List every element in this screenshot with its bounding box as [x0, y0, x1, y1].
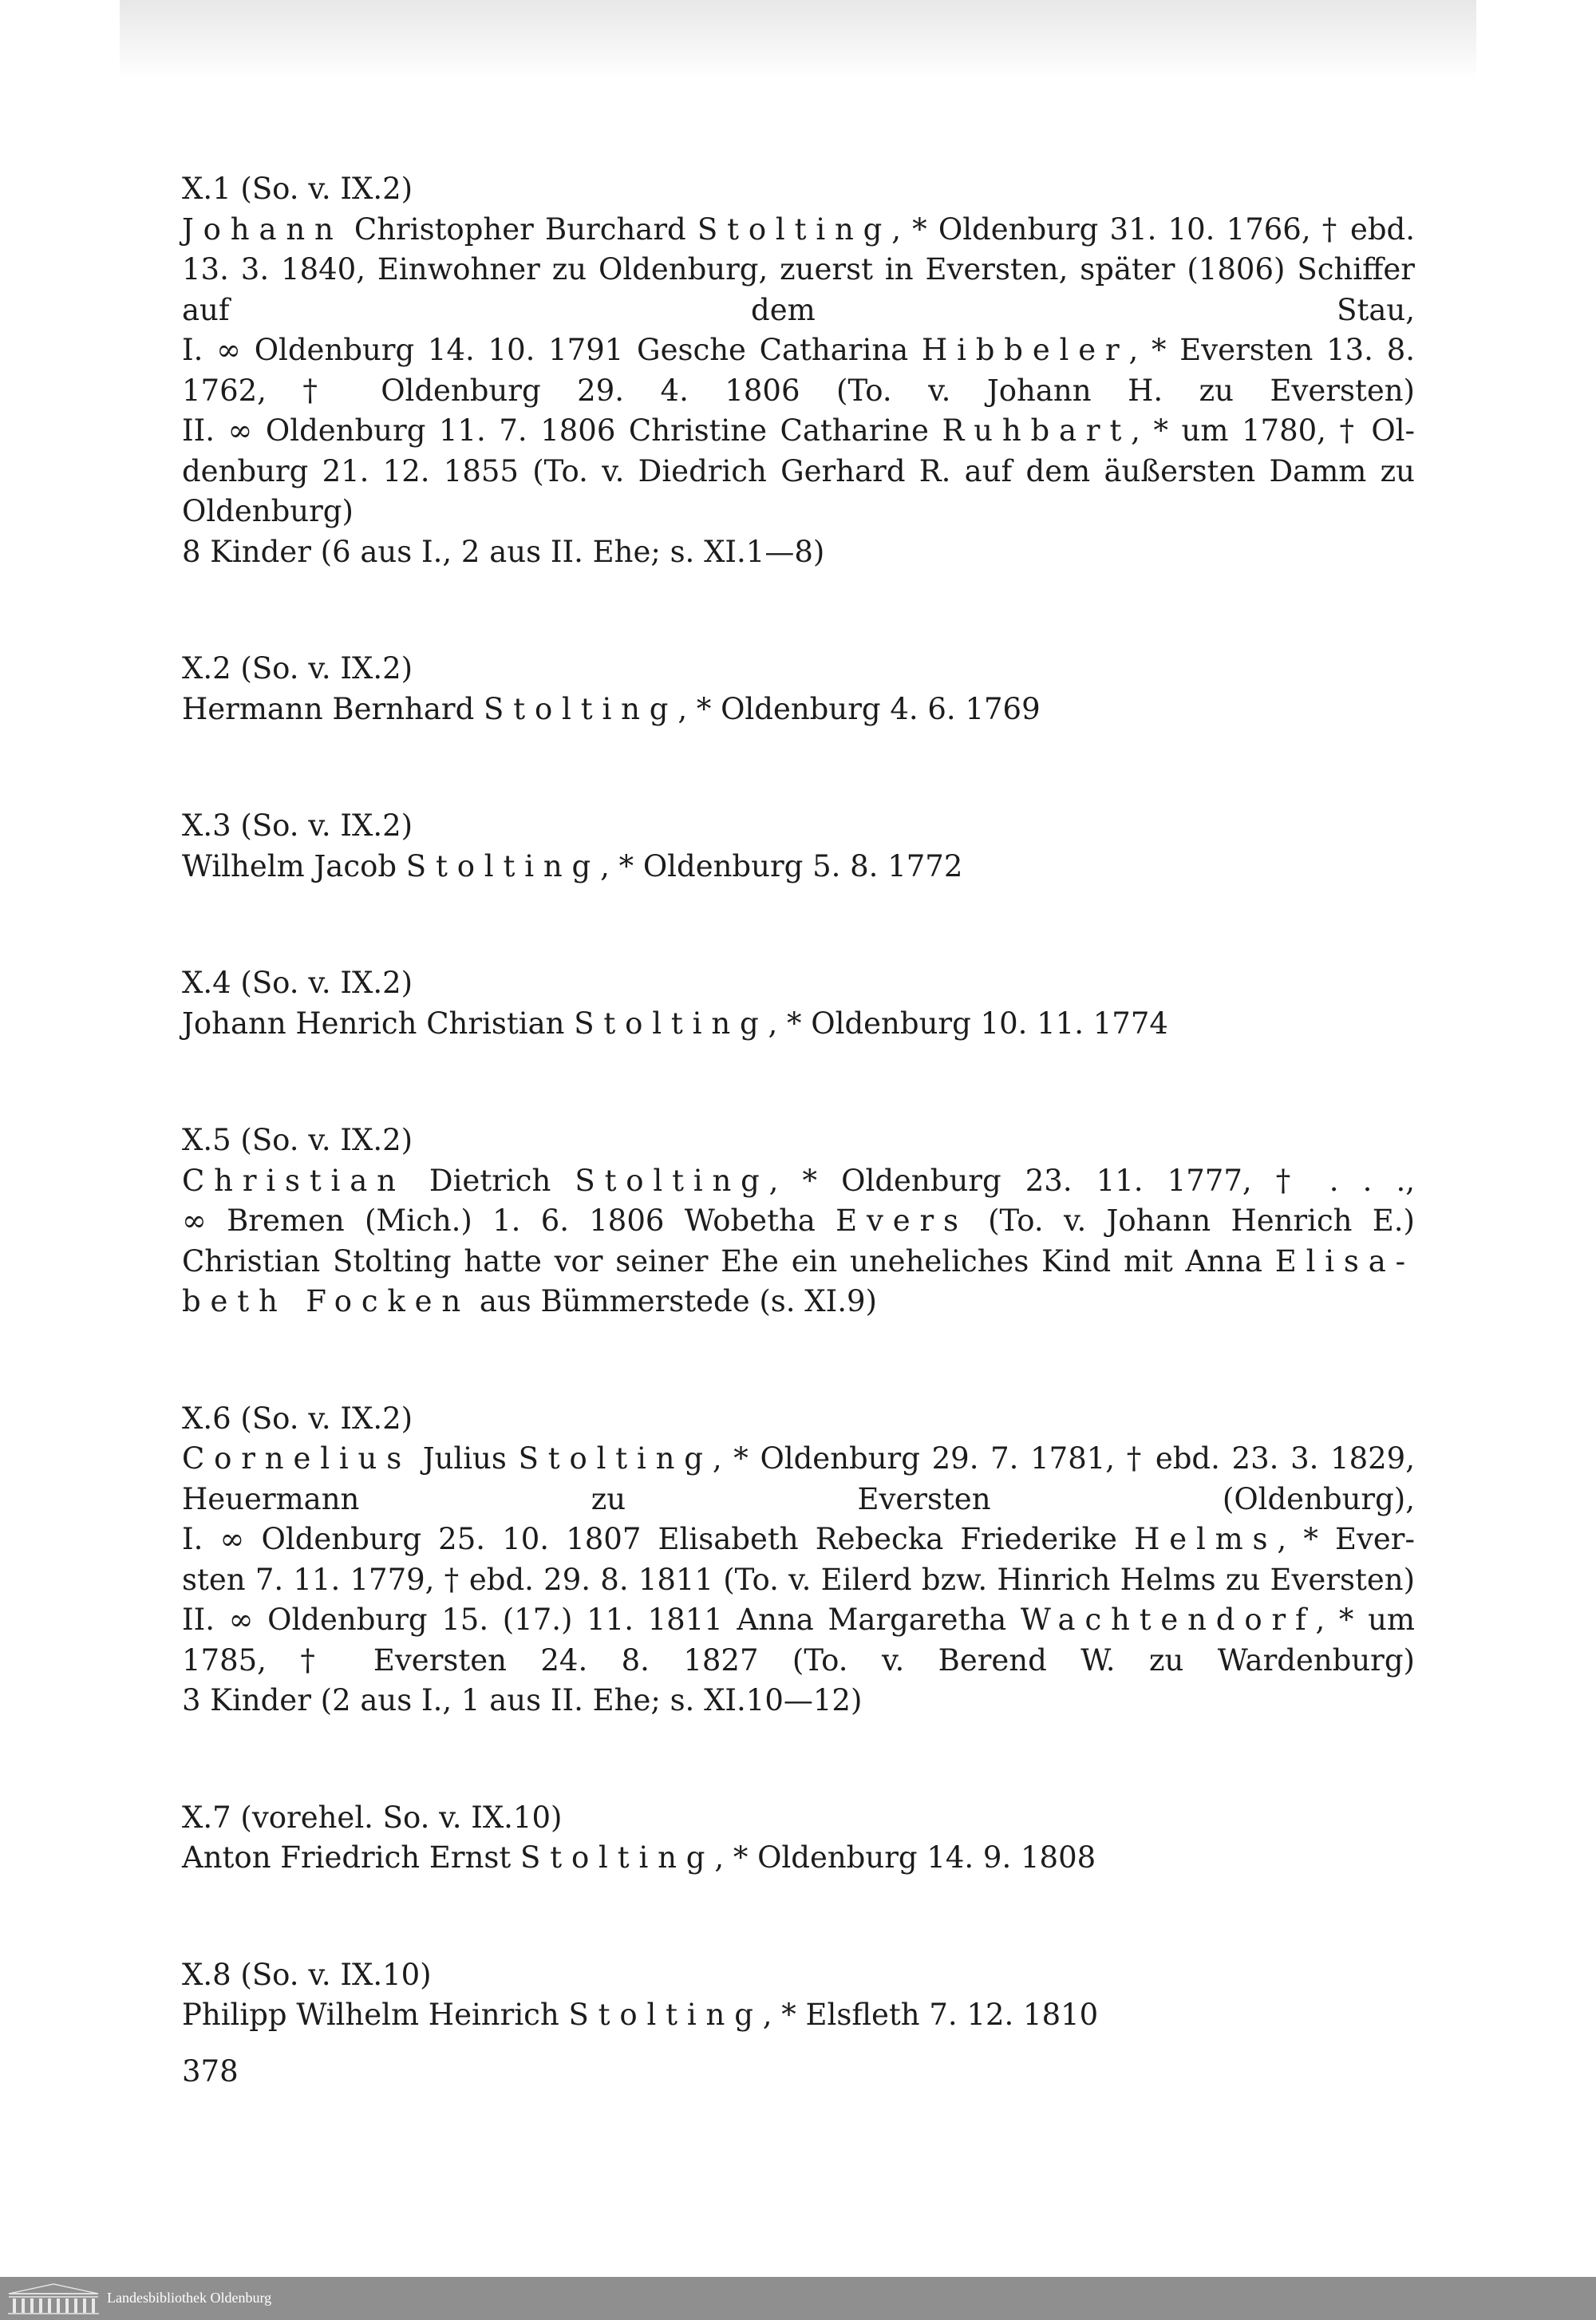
entry-line: [182, 492, 1415, 532]
spaced-name: Wachtendorf: [1020, 1603, 1316, 1637]
entry-line: [182, 250, 1415, 290]
entry-heading: X.5 (So. v. IX.2): [182, 1123, 413, 1157]
text-run: Philipp Wilhelm Heinrich: [182, 1998, 569, 2032]
genealogy-entries: [182, 169, 1415, 2113]
entry-line: [182, 411, 1415, 452]
genealogy-entry: [182, 963, 1415, 1044]
entry-heading: X.2 (So. v. IX.2): [182, 651, 413, 686]
text-run: , * Eversten 13. 8.: [1128, 333, 1416, 367]
entry-line: [182, 1161, 1415, 1202]
entry-heading: X.6 (So. v. IX.2): [182, 1401, 413, 1436]
text-run: 3 Kinder (2 aus I., 1 aus II. Ehe; s. XI.10—12): [182, 1683, 863, 1717]
entry-line: [182, 371, 1415, 412]
text-run: Johann Henrich Christian: [182, 1006, 575, 1041]
genealogy-entry: [182, 806, 1415, 887]
entry-line: [182, 532, 1415, 573]
text-run: I. ∞ Oldenburg 14. 10. 1791 Gesche Catharina: [182, 333, 922, 367]
text-run: , * Oldenburg 29. 7. 1781, † ebd. 23. 3. 1829,: [712, 1441, 1415, 1476]
text-run: Julius: [411, 1441, 519, 1476]
text-run: Oldenburg): [182, 494, 354, 528]
text-run: 8 Kinder (6 aus I., 2 aus II. Ehe; s. XI.1—8): [182, 534, 825, 569]
text-run: II. ∞ Oldenburg 15. (17.) 11. 1811 Anna Margaretha: [182, 1603, 1021, 1637]
text-run: , * Elsfleth 7. 12. 1810: [762, 1998, 1099, 2032]
entry-line: [182, 330, 1415, 371]
text-run: , * Oldenburg 31. 10. 1766, † ebd.: [891, 211, 1415, 247]
page-number: 378: [182, 2054, 239, 2089]
entry-line: [182, 1838, 1415, 1879]
text-run: Hermann Bernhard: [182, 691, 484, 726]
text-run: ∞ Bremen (Mich.) 1. 6. 1806 Wobetha: [182, 1203, 836, 1238]
entry-line: [182, 1004, 1415, 1045]
text-run: Anton Friedrich Ernst: [182, 1840, 521, 1875]
entry-line: [182, 1439, 1415, 1480]
entry-line: [182, 1520, 1415, 1560]
genealogy-entry: [182, 1399, 1415, 1721]
entry-line: [182, 847, 1415, 887]
spaced-name: Stolting: [574, 1006, 768, 1041]
spaced-name: Stolting: [520, 1840, 715, 1875]
spaced-name: Johann: [182, 211, 343, 247]
spaced-name: Cornelius: [182, 1441, 412, 1476]
text-run: sten 7. 11. 1779, † ebd. 29. 8. 1811 (To. v. Eilerd bzw. Hinrich Helms zu Eversten): [182, 1562, 1415, 1597]
text-run: II. ∞ Oldenburg 11. 7. 1806 Christine Catharine: [182, 413, 942, 448]
text-run: Heuermann zu Eversten (Oldenburg),: [182, 1481, 1415, 1516]
text-run: , * Oldenburg 23. 11. 1777, † . . .,: [768, 1163, 1416, 1198]
text-run: , * um 1780, † Ol-: [1131, 413, 1416, 448]
text-run: , * Oldenburg 10. 11. 1774: [768, 1006, 1168, 1041]
scan-shadow: [120, 0, 1476, 80]
text-run: Christopher Burchard: [342, 211, 697, 247]
spaced-name: Stolting: [405, 848, 601, 883]
text-run: , * Oldenburg 14. 9. 1808: [714, 1840, 1096, 1875]
spaced-name: Evers: [836, 1203, 968, 1238]
text-run: aus Bümmerstede (s. XI.9): [470, 1284, 877, 1318]
text-run: (To. v. Johann Henrich E.): [967, 1203, 1415, 1238]
text-run: 13. 3. 1840, Einwohner zu Oldenburg, zuerst in Eversten, später (1806) Schiffer: [182, 252, 1415, 287]
spaced-name: Stolting: [484, 691, 678, 726]
spaced-name: Christian: [182, 1163, 405, 1198]
entry-heading: X.4 (So. v. IX.2): [182, 966, 413, 1000]
text-run: , * Oldenburg 4. 6. 1769: [678, 691, 1041, 726]
spaced-name: Stolting: [697, 211, 892, 247]
entry-line: [182, 452, 1415, 492]
entry-line: [182, 290, 1415, 331]
entry-heading: X.8 (So. v. IX.10): [182, 1957, 432, 1992]
entry-line: [182, 1641, 1415, 1682]
text-run: Christian Stolting hatte vor seiner Ehe ein uneheliches Kind mit Anna: [182, 1243, 1275, 1279]
genealogy-entry: [182, 1120, 1415, 1322]
text-run: , * um: [1315, 1603, 1416, 1637]
entry-line: [182, 690, 1415, 730]
spaced-name: Ruhbart: [942, 413, 1132, 448]
spaced-name: Helms: [1134, 1522, 1278, 1556]
text-run: I. ∞ Oldenburg 25. 10. 1807 Elisabeth Rebecka Friederike: [182, 1522, 1135, 1556]
text-run: denburg 21. 12. 1855 (To. v. Diedrich Gerhard R. auf dem äußersten Damm zu: [182, 453, 1415, 488]
text-run: auf dem Stau,: [182, 292, 1415, 327]
spaced-name: Stolting: [518, 1441, 713, 1476]
entry-line: [182, 210, 1415, 251]
text-run: 1785, † Eversten 24. 8. 1827 (To. v. Berend W. zu Wardenburg): [182, 1642, 1415, 1678]
text-run: , * Oldenburg 5. 8. 1772: [600, 848, 963, 883]
entry-heading: X.1 (So. v. IX.2): [182, 172, 413, 206]
footer-bar: [0, 2277, 1596, 2320]
spaced-name: Hibbeler: [921, 333, 1129, 367]
entry-line: [182, 1600, 1415, 1641]
entry-line: [182, 1242, 1415, 1283]
entry-line: [182, 1480, 1415, 1520]
spaced-name: Stolting: [575, 1163, 769, 1198]
library-name: Landesbibliothek Oldenburg: [107, 2290, 272, 2306]
text-run: , * Ever-: [1277, 1522, 1415, 1556]
genealogy-entry: [182, 649, 1415, 729]
genealogy-entry: [182, 1798, 1415, 1879]
text-run: Wilhelm Jacob: [182, 848, 406, 883]
spaced-name: beth Focken: [182, 1284, 471, 1318]
spaced-name: Stolting: [568, 1998, 763, 2032]
entry-heading: X.7 (vorehel. So. v. IX.10): [182, 1800, 563, 1835]
genealogy-entry: [182, 169, 1415, 572]
genealogy-entry: [182, 1955, 1415, 2036]
text-run: 1762, † Oldenburg 29. 4. 1806 (To. v. Johann H. zu Eversten): [182, 373, 1415, 408]
entry-line: [182, 1560, 1415, 1601]
library-building-icon: [6, 2282, 101, 2315]
entry-heading: X.3 (So. v. IX.2): [182, 808, 413, 843]
entry-line: [182, 1282, 1415, 1322]
entry-line: [182, 1995, 1415, 2036]
entry-line: [182, 1681, 1415, 1721]
entry-line: [182, 1201, 1415, 1242]
text-run: Dietrich: [405, 1163, 575, 1198]
spaced-name: Elisa-: [1274, 1243, 1415, 1279]
